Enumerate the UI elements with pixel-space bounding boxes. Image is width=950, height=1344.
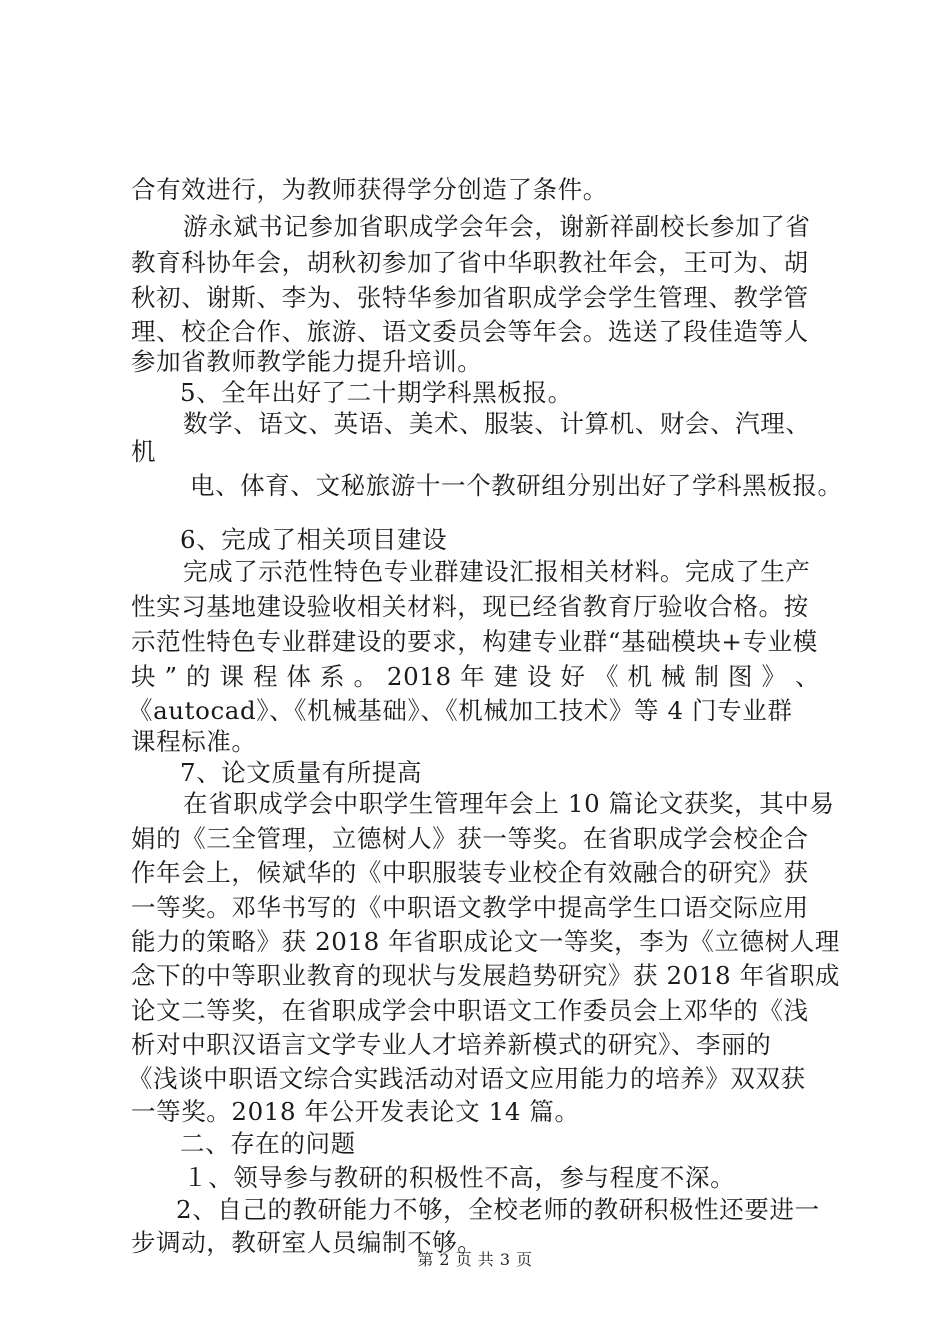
text-line: 理、校企合作、旅游、语文委员会等年会。选送了段佳造等人 — [131, 317, 809, 346]
text-line: 2、自己的教研能力不够，全校老师的教研积极性还要进一 — [176, 1195, 820, 1224]
text-line: 秋初、谢斯、李为、张特华参加省职成学会学生管理、教学管 — [131, 283, 809, 312]
text-line: 示范性特色专业群建设的要求，构建专业群“基础模块+专业模 — [131, 627, 818, 656]
text-line: 《autocad》、《机械基础》、《机械加工技术》等 4 门专业群 — [128, 696, 793, 725]
text-line: 教育科协年会，胡秋初参加了省中华职教社年会，王可为、胡 — [131, 248, 809, 277]
text-line: １、领导参与教研的积极性不高，参与程度不深。 — [183, 1163, 736, 1192]
text-line: 机 — [131, 437, 157, 466]
text-line: 游永斌书记参加省职成学会年会，谢新祥副校长参加了省 — [183, 212, 811, 241]
text-line: 《浅谈中职语文综合实践活动对语文应用能力的培养》双双获 — [128, 1064, 806, 1093]
text-line: 一等奖。2018 年公开发表论文 14 篇。 — [131, 1097, 580, 1126]
text-line: 数学、语文、英语、美术、服装、计算机、财会、汽理、 — [183, 409, 811, 438]
text-line: 步调动，教研室人员编制不够。 — [131, 1228, 483, 1257]
text-line: 块 ” 的 课 程 体 系 。 2018 年 建 设 好 《 机 械 制 图 》 、 — [131, 662, 821, 691]
text-line: 在省职成学会中职学生管理年会上 10 篇论文获奖，其中易 — [183, 789, 835, 818]
text-line: 电、体育、文秘旅游十一个教研组分别出好了学科黑板报。 — [190, 471, 843, 500]
text-line: 作年会上，候斌华的《中职服装专业校企有效融合的研究》获 — [131, 858, 809, 887]
text-line: 娟的《三全管理，立德树人》获一等奖。在省职成学会校企合 — [131, 824, 809, 853]
text-line: 性实习基地建设验收相关材料，现已经省教育厅验收合格。按 — [131, 592, 809, 621]
text-line: 合有效进行，为教师获得学分创造了条件。 — [131, 175, 608, 204]
text-line: 课程标准。 — [131, 727, 257, 756]
section-heading: 7、论文质量有所提高 — [180, 758, 423, 787]
text-line: 能力的策略》获 2018 年省职成论文一等奖，李为《立德树人理 — [131, 927, 841, 956]
text-line: 析对中职汉语言文学专业人才培养新模式的研究》、李丽的 — [131, 1030, 772, 1059]
section-heading: 6、完成了相关项目建设 — [180, 525, 448, 554]
section-heading: 5、全年出好了二十期学科黑板报。 — [180, 378, 573, 407]
page-number-footer: 第 2 页 共 3 页 — [417, 1250, 533, 1269]
text-line: 完成了示范性特色专业群建设汇报相关材料。完成了生产 — [183, 557, 811, 586]
text-line: 参加省教师教学能力提升培训。 — [131, 347, 483, 376]
text-line: 论文二等奖，在省职成学会中职语文工作委员会上邓华的《浅 — [131, 996, 809, 1025]
section-heading: 二、存在的问题 — [180, 1129, 356, 1158]
text-line: 念下的中等职业教育的现状与发展趋势研究》获 2018 年省职成 — [131, 961, 841, 990]
text-line: 一等奖。邓华书写的《中职语文教学中提高学生口语交际应用 — [131, 893, 809, 922]
